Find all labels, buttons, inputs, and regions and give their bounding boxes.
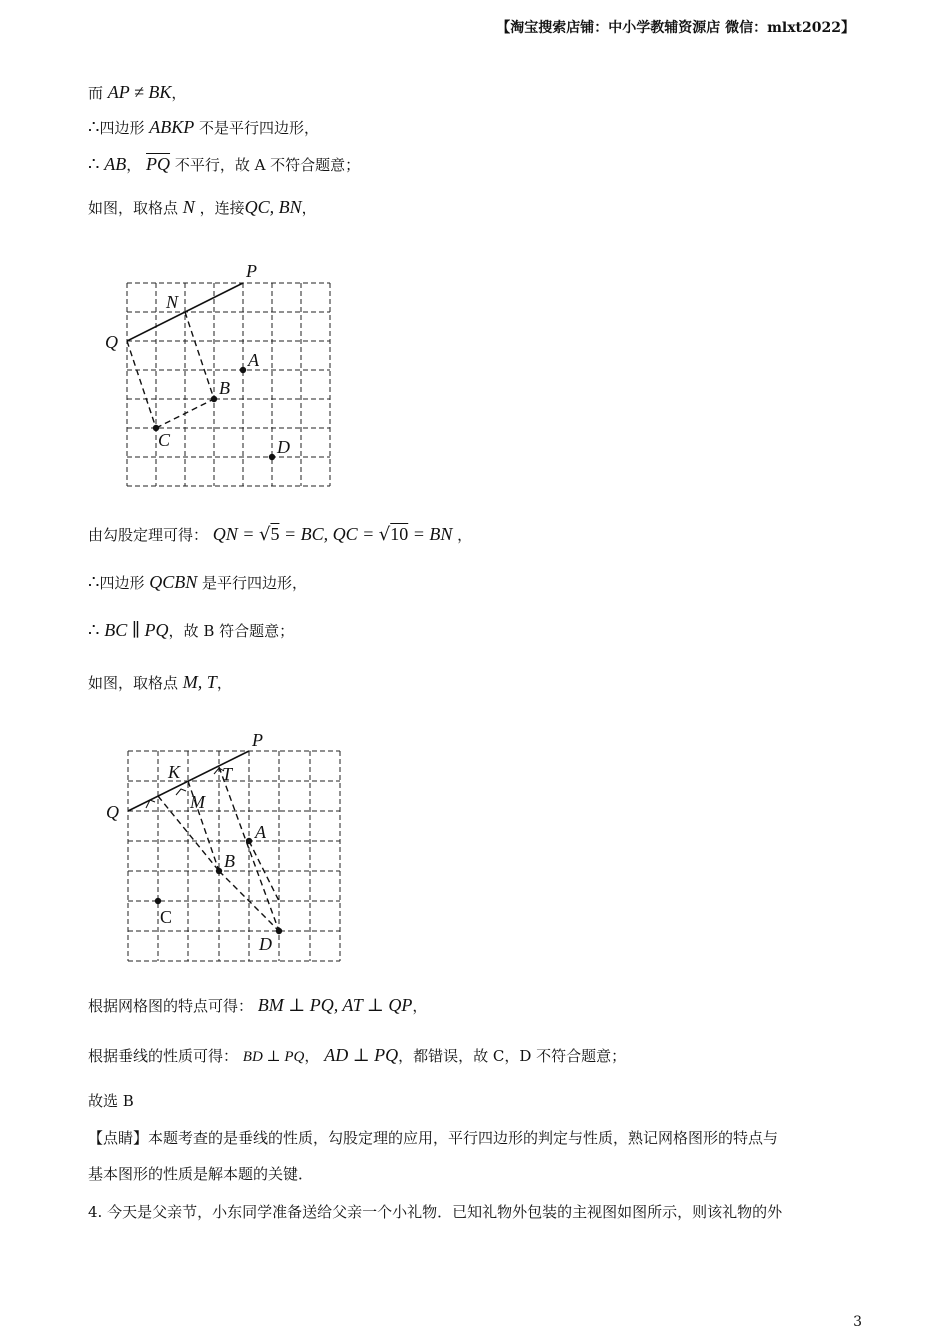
label-m: M — [190, 792, 205, 812]
point-d — [269, 454, 275, 460]
page-header: 【淘宝搜索店铺：中小学教辅资源店 微信：mlxt2022】 — [496, 20, 855, 36]
text-line-10: 根据垂线的性质可得： BD ⊥ PQ， AD ⊥ PQ，都错误，故 C，D 不符合题意； — [88, 1045, 627, 1065]
text-line-11: 故选 B — [88, 1092, 134, 1110]
label-c: C — [158, 430, 171, 450]
point-b — [211, 396, 217, 402]
text-line-14: 4. 今天是父亲节，小东同学准备送给父亲一个小礼物．已知礼物外包装的主视图如图所示，则该礼物的外 — [88, 1203, 783, 1221]
label-a: A — [248, 350, 259, 370]
label-k: K — [168, 762, 181, 782]
grid-figure-2 — [100, 725, 355, 970]
point-c — [155, 898, 161, 904]
text-line-3: ∴ AB， $\overline{PQ}$ 不平行，故 A 不符合题意； — [88, 154, 361, 175]
text-line-7: ∴ BC ∥ PQ，故 B 符合题意； — [88, 620, 295, 641]
point-a — [246, 838, 252, 844]
label-q: Q — [106, 802, 119, 822]
label-b: B — [224, 851, 235, 871]
text-line-4: 如图，取格点 N ，连接QC, BN， — [88, 197, 317, 217]
label-n: N — [166, 292, 179, 312]
label-b: B — [219, 378, 230, 398]
text-line-1: 而 AP ≠ BK， — [88, 82, 187, 102]
text-line-9: 根据网格图的特点可得： BM ⊥ PQ, AT ⊥ QP， — [88, 995, 428, 1015]
label-c: C — [160, 907, 173, 927]
label-a: A — [255, 822, 266, 842]
label-d: D — [277, 437, 290, 457]
grid-figure-1 — [100, 255, 350, 495]
point-d — [276, 928, 282, 934]
text-line-8: 如图，取格点 M, T， — [88, 672, 232, 692]
point-a — [240, 367, 246, 373]
text-line-13: 基本图形的性质是解本题的关键． — [88, 1165, 314, 1183]
label-q: Q — [105, 332, 118, 352]
text-line-5: 由勾股定理可得： QN = √5 = BC, QC = √10 = BN ， — [88, 524, 473, 545]
text-line-12: 【点睛】本题考查的是垂线的性质，勾股定理的应用，平行四边形的判定与性质，熟记网格图形的特点与 — [88, 1129, 779, 1147]
page-number: 3 — [853, 1314, 862, 1330]
label-d: D — [259, 934, 272, 954]
point-b — [216, 868, 222, 874]
label-p: P — [252, 730, 263, 750]
text-line-6: ∴四边形 QCBN 是平行四边形， — [88, 572, 308, 593]
label-t: T — [222, 764, 233, 784]
text-line-2: ∴四边形 ABKP 不是平行四边形， — [88, 117, 320, 138]
label-p: P — [246, 261, 257, 281]
